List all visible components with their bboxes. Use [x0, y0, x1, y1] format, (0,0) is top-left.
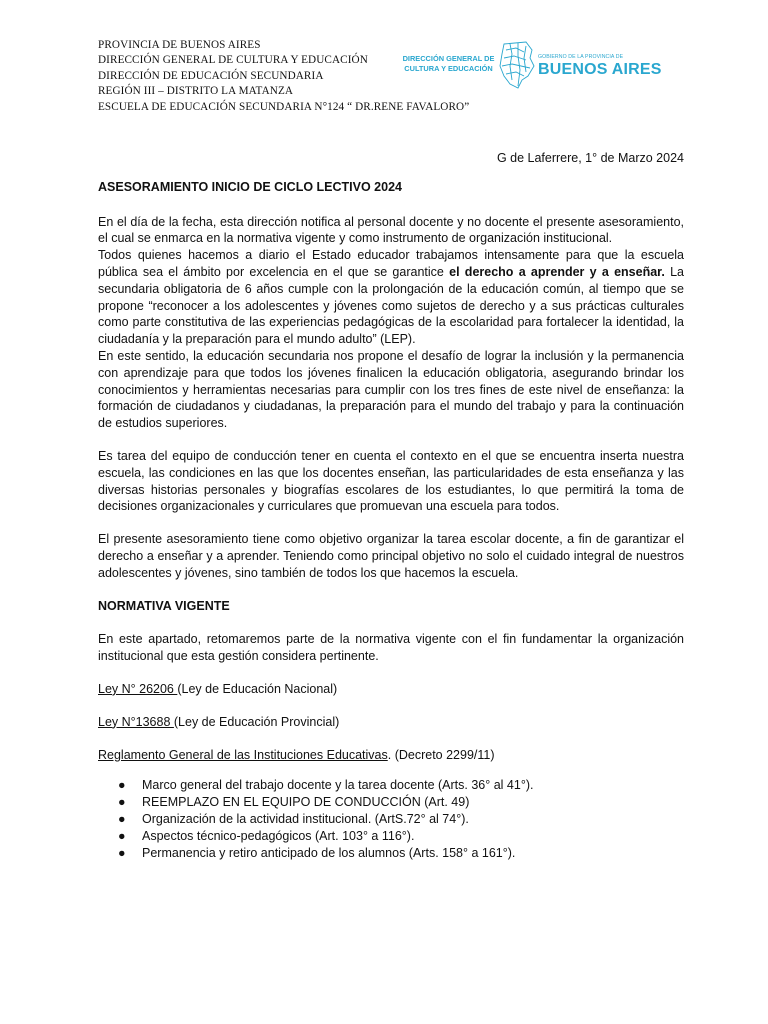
section-title: NORMATIVA VIGENTE: [98, 598, 230, 613]
paragraph: En este apartado, retomaremos parte de la normativa vigente con el fin fundamentar la organización institucional que esta gestión considera pertinente.: [98, 632, 684, 664]
paragraph-text: Todos quienes hacemos a diario el Estado educador trabajamos intensamente para que la escuela pública sea el ámbito por excelencia en el que se garantice: [98, 248, 684, 279]
list-item-text: REEMPLAZO EN EL EQUIPO DE CONDUCCIÓN (Art. 49): [142, 795, 470, 810]
regulation-list: [98, 777, 684, 861]
list-item: [98, 828, 684, 845]
letterhead-line: DIRECCIÓN GENERAL DE CULTURA Y EDUCACIÓN: [98, 54, 368, 67]
law-description: . (Decreto 2299/11): [387, 747, 495, 762]
dgce-logo-line: DIRECCIÓN GENERAL DE: [402, 54, 495, 63]
ba-logo-title: BUENOS AIRES: [538, 61, 662, 78]
bullet-icon: ●: [118, 828, 126, 843]
law-link[interactable]: Ley N°13688: [98, 714, 174, 729]
paragraph: [98, 247, 684, 348]
paragraph: En este sentido, la educación secundaria nos propone el desafío de lograr la inclusión y la permanencia con aprendizaje para que todos los jóvenes finalicen la educación obligatoria, asegurando brindar los conocimientos y herramientas necesarias para cumplir con los tres fines de este nivel de enseñanza: la formación de ciudadanos y ciudadanas, la preparación para el mundo del trabajo y para la continuación de estudios superiores.: [98, 348, 684, 431]
letterhead-line: ESCUELA DE EDUCACIÓN SECUNDARIA N°124 “ DR.RENE FAVALORO”: [98, 100, 470, 113]
paragraph-text: La secundaria obligatoria de 6 años cumple con la prolongación de la educación común, al tiempo que se propone “reconocer a los adolescentes y jóvenes como sujetos de derecho y a sus prácticas culturales como parte constitutiva de las experiencias pedagógicas de la escolaridad para fortalecer la identidad, la ciudadanía y la preparación para el mundo adulto” (LEP).: [98, 264, 684, 347]
paragraph-emphasis: el derecho a aprender y a enseñar.: [449, 264, 665, 279]
list-item-text: Permanencia y retiro anticipado de los alumnos (Arts. 158° a 161°).: [142, 845, 516, 860]
law-link[interactable]: Ley N° 26206: [98, 681, 178, 696]
law-reference: [98, 747, 684, 764]
list-item-text: Aspectos técnico-pedagógicos (Art. 103° a 116°).: [142, 828, 415, 843]
list-item-text: Marco general del trabajo docente y la tarea docente (Arts. 36° al 41°).: [142, 778, 534, 793]
buenos-aires-logo: [538, 54, 662, 78]
law-reference: [98, 714, 684, 731]
letterhead-line: REGIÓN III – DISTRITO LA MATANZA: [98, 85, 294, 98]
ba-logo-caption: GOBIERNO DE LA PROVINCIA DE: [538, 54, 624, 60]
bullet-icon: ●: [118, 778, 126, 793]
letterhead-line: PROVINCIA DE BUENOS AIRES: [98, 39, 261, 51]
law-link[interactable]: Reglamento General de las Instituciones Educativas: [98, 747, 388, 762]
letterhead-line: DIRECCIÓN DE EDUCACIÓN SECUNDARIA: [98, 69, 324, 82]
province-map-icon: [496, 40, 536, 90]
law-description: (Ley de Educación Nacional): [177, 681, 338, 696]
paragraph: Es tarea del equipo de conducción tener en cuenta el contexto en el que se encuentra inserta nuestra escuela, las condiciones en las que los docentes enseñan, las particularidades de esta enseñanza y las diversas historias personales y biografías escolares de los estudiantes, lo que permitirá la toma de decisiones organizacionales y curriculares que promuevan una escuela para todos.: [98, 448, 684, 514]
list-item-text: Organización de la actividad institucional. (ArtS.72° al 74°).: [142, 811, 469, 826]
letterhead: [98, 38, 470, 115]
paragraph: El presente asesoramiento tiene como objetivo organizar la tarea escolar docente, a fin de garantizar el derecho a enseñar y a aprender. Teniendo como principal objetivo no solo el cuidado integral de nuestros adolescentes y jóvenes, sino también de todos los que hacemos la escuela.: [98, 532, 684, 580]
law-description: (Ley de Educación Provincial): [173, 714, 340, 729]
list-item: [98, 794, 684, 811]
bullet-icon: ●: [118, 845, 126, 860]
list-item: [98, 777, 684, 794]
dgce-logo-line: CULTURA Y EDUCACIÓN: [404, 63, 493, 73]
law-reference: [98, 681, 684, 698]
list-item: [98, 811, 684, 828]
document-title: ASESORAMIENTO INICIO DE CICLO LECTIVO 2024: [98, 179, 402, 194]
document-body: [98, 150, 684, 861]
bullet-icon: ●: [118, 811, 126, 826]
dgce-logo: [401, 54, 496, 73]
paragraph: En el día de la fecha, esta dirección notifica al personal docente y no docente el presente asesoramiento, el cual se enmarca en la normativa vigente y como instrumento de organización institucional.: [98, 214, 684, 246]
document-date: G de Laferrere, 1° de Marzo 2024: [496, 151, 684, 165]
list-item: [98, 845, 684, 862]
institution-logos: [398, 40, 688, 92]
bullet-icon: ●: [118, 795, 126, 810]
